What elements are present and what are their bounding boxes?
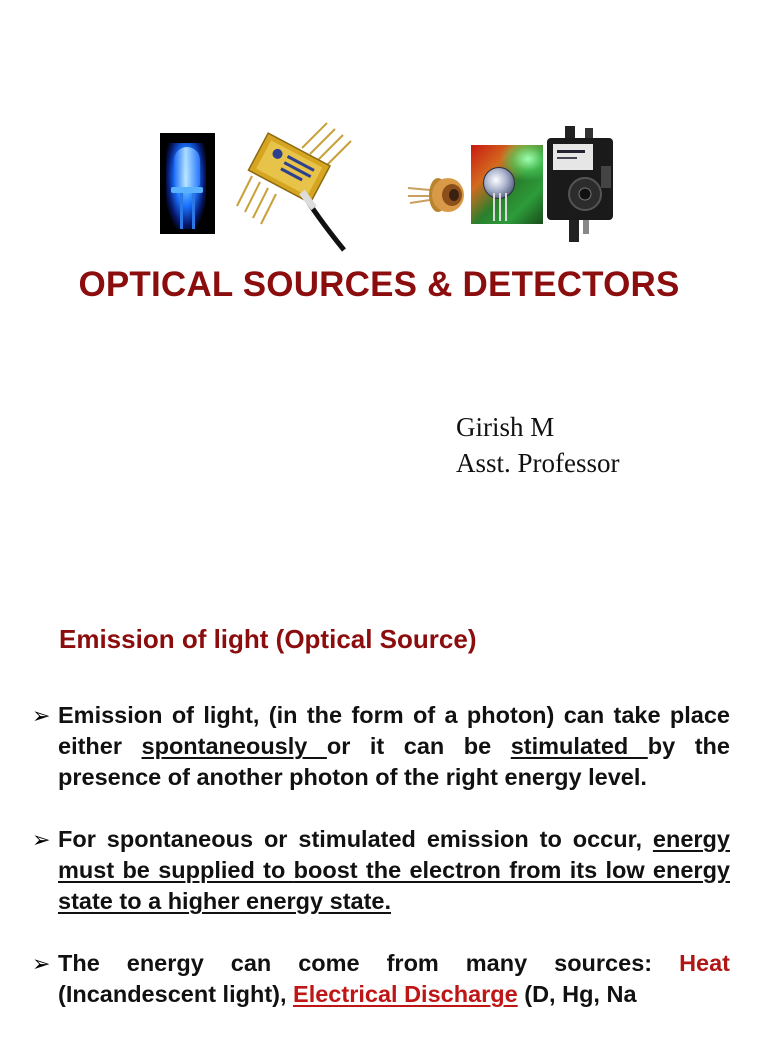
author-name: Girish M (456, 412, 555, 442)
author-designation: Asst. Professor (456, 448, 620, 478)
laser-diode-module-icon (232, 118, 362, 258)
bullet-item: ➢ Emission of light, (in the form of a photon) can take place either spontaneously or it can be stimulated by the presence of another photon of the right energy level. (32, 702, 730, 790)
bullet-arrow-icon: ➢ (32, 703, 51, 728)
bullet-item: ➢ For spontaneous or stimulated emission to occur, energy must be supplied to boost the electron from its low energy state to a higher energy state. (32, 826, 730, 914)
bullet-item: ➢ The energy can come from many sources: Heat (Incandescent light), Electrical Discharge (D, Hg, Na (32, 950, 730, 1007)
bullet-arrow-icon: ➢ (32, 951, 51, 976)
author-block (456, 409, 620, 481)
photodetector-icon (471, 145, 543, 224)
optical-power-meter-icon (545, 126, 615, 244)
blue-led-icon (160, 133, 215, 234)
to-can-laser-icon (408, 168, 468, 218)
bullet-list (32, 700, 730, 1041)
section-heading: Emission of light (Optical Source) (59, 624, 477, 654)
slide-title: OPTICAL SOURCES & DETECTORS (78, 265, 680, 304)
bullet-arrow-icon: ➢ (32, 827, 51, 852)
